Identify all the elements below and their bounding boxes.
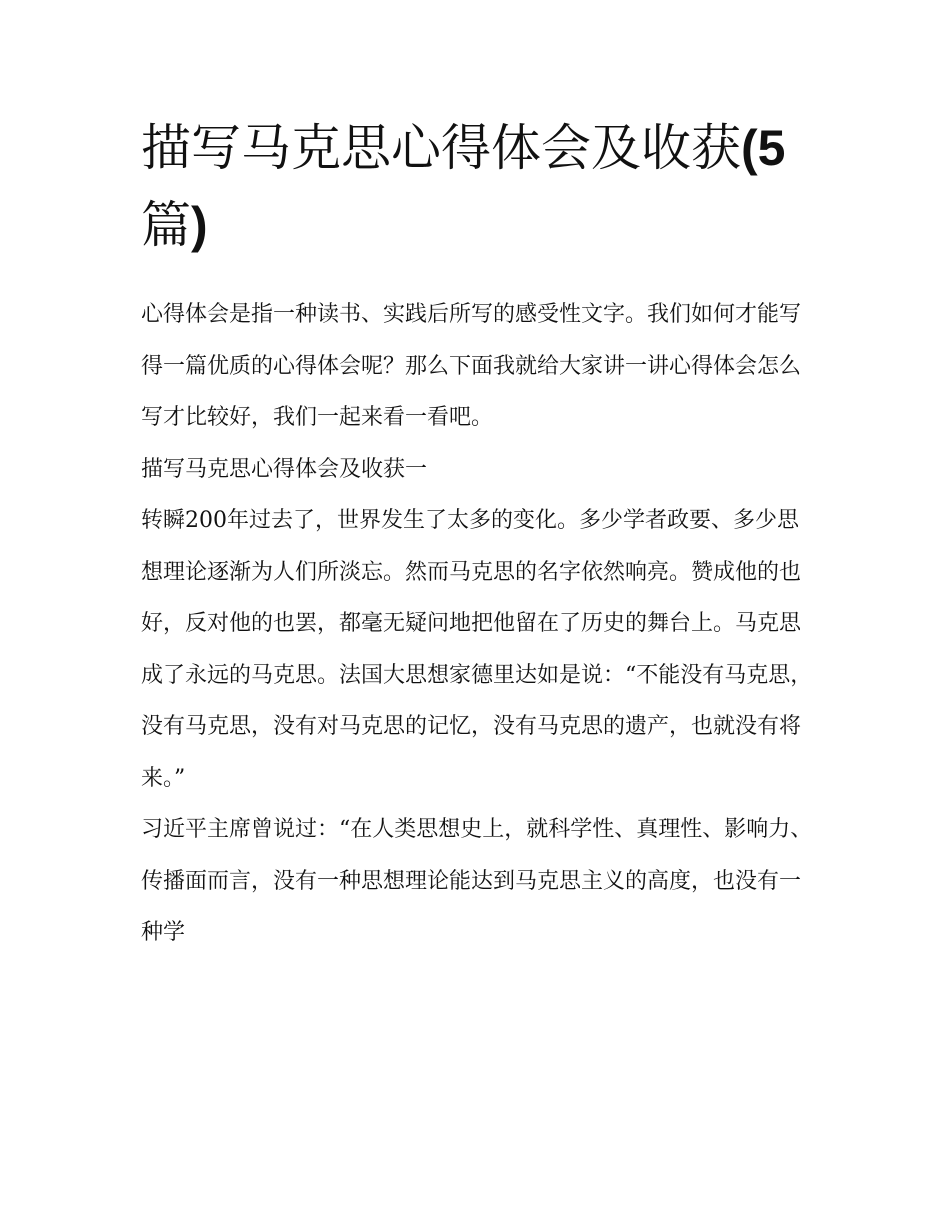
- document-body: [141, 110, 813, 959]
- title-text: 描写马克思心得体会及收获: [141, 119, 741, 177]
- title-text-line2: 篇: [141, 196, 191, 254]
- document-title: [141, 110, 813, 264]
- title-close-paren: ): [191, 197, 208, 253]
- title-count: (5: [741, 120, 786, 176]
- body-paragraph-2: 习近平主席曾说过：“在人类思想史上，就科学性、真理性、影响力、传播面而言，没有一种思想理论能达到马克思主义的高度，也没有一种学: [141, 817, 813, 945]
- section-heading: 描写马克思心得体会及收获一: [141, 456, 428, 482]
- intro-paragraph: 心得体会是指一种读书、实践后所写的感受性文字。我们如何才能写得一篇优质的心得体会呢？那么下面我就给大家讲一讲心得体会怎么写才比较好，我们一起来看一看吧。: [141, 302, 802, 430]
- body-paragraph-1: 转瞬200年过去了，世界发生了太多的变化。多少学者政要、多少思想理论逐渐为人们所淡忘。然而马克思的名字依然响亮。赞成他的也好，反对他的也罢，都毫无疑问地把他留在了历史的舞台上。马克思成了永远的马克思。法国大思想家德里达如是说：“不能没有马克思，没有马克思，没有对马克思的记忆，没有马克思的遗产，也就没有将来。”: [141, 508, 813, 791]
